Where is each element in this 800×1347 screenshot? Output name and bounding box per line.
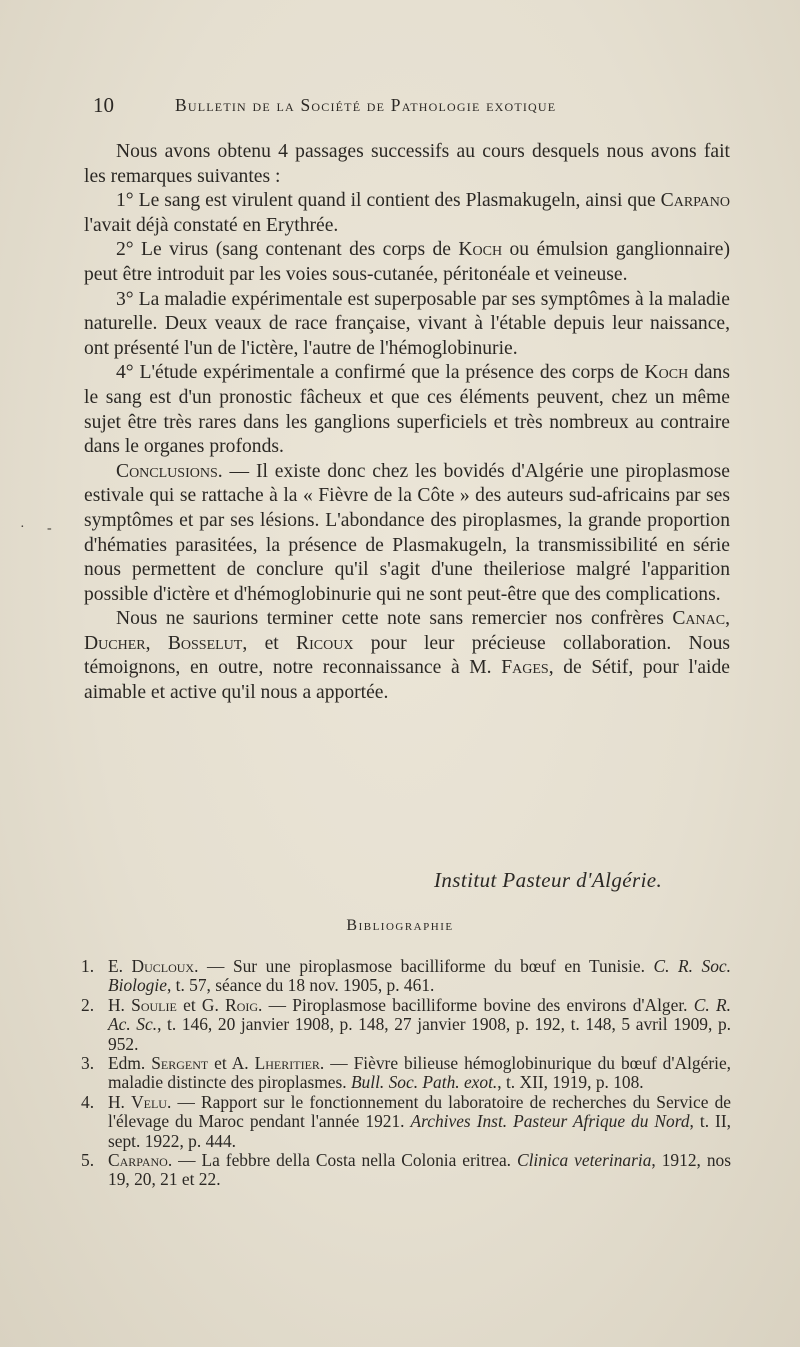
conclusions-label: Conclusions. <box>116 460 223 482</box>
bibliography-entry <box>81 1054 731 1093</box>
author-name: Canac <box>672 608 726 630</box>
author-name: Carpano <box>108 1150 168 1171</box>
author-name: Ducher <box>84 632 146 654</box>
author-name: Sergent <box>151 1053 209 1074</box>
journal-title: Clinica veterinaria <box>516 1150 652 1171</box>
author-name: Koch <box>644 362 689 384</box>
running-title: Bulletin de la Société de Pathologie exotique <box>175 95 557 115</box>
institution-signature: Institut Pasteur d'Algérie. <box>434 868 663 892</box>
journal-title: C. R. Ac. Sc. <box>108 994 731 1035</box>
entry-number: 1. <box>81 956 95 976</box>
author-name: Roig <box>225 994 259 1015</box>
entry-number: 2. <box>81 994 95 1015</box>
entry-number: 5. <box>81 1150 95 1171</box>
journal-title: C. R. Soc. Biologie <box>108 956 731 996</box>
entry-number: 4. <box>81 1091 95 1112</box>
journal-title: Archives Inst. Pasteur Afrique du Nord <box>410 1111 690 1132</box>
bibliography-heading: Bibliographie <box>346 917 454 934</box>
entry-text: Edm. Sergent et A. Lheritier. — Fièvre bilieuse hémoglobinurique du bœuf d'Algérie, maladie distincte des piroplasmes. Bull. Soc. Path. exot., t. XII, 1919, p. 108. <box>108 1053 732 1093</box>
margin-mark: - <box>47 521 52 536</box>
bibliography-entry <box>81 957 731 996</box>
paragraph-point-4: 4° L'étude expérimentale a confirmé que la présence des corps de Koch dans le sang est d'un pronostic fâcheux et que ces éléments peuvent, chez un même sujet être très rares dans les ganglions superficiels et très nombreux au contraire dans le organes profonds. <box>84 362 730 458</box>
bibliography-entry <box>81 996 731 1054</box>
entry-number: 3. <box>81 1053 95 1074</box>
author-name: Fages <box>501 657 549 679</box>
entry-text: H. Velu. — Rapport sur le fonctionnement du laboratoire de recherches du Service de l'élevage du Maroc pendant l'année 1921. Archives Inst. Pasteur Afrique du Nord, t. II, sept. 1922, p. 444. <box>108 1091 731 1151</box>
author-name: Ricoux <box>296 632 354 654</box>
margin-mark: · <box>20 520 25 535</box>
author-name: Soulie <box>131 994 177 1015</box>
paragraph-conclusions: Conclusions. — Il existe donc chez les bovidés d'Algérie une piroplasmose estivale qui se rattache à la « Fièvre de la Côte » des auteurs sud-africains par ses symptômes et par ses lésions. L'abondance des piroplasmes, la grande proportion d'hématies parasitées, la présence de Plasmakugeln, la transmissibilité en série nous permettent de conclure qu'il s'agit d'une theileriose malgré l'apparition possible d'ictère et d'hémoglobinurie qui ne sont peut-être que des complications. <box>84 460 730 605</box>
author-name: Lheritier <box>254 1053 320 1074</box>
page-number: 10 <box>93 93 114 117</box>
author-name: Carpano <box>660 190 730 212</box>
bibliography-entry <box>81 1151 731 1190</box>
journal-title: Bull. Soc. Path. exot. <box>350 1072 498 1093</box>
body-text <box>84 140 730 706</box>
author-name: Ducloux <box>131 956 195 976</box>
author-name: Bosselut <box>167 632 243 654</box>
bibliography-entry <box>81 1093 731 1151</box>
paragraph-acknowledgements: Nous ne saurions terminer cette note sans remercier nos confrères Canac, Ducher, Bosselut, et Ricoux pour leur précieuse collaboration. Nous témoignons, en outre, notre reconnaissance à M. Fages, de Sétif, pour l'aide aimable et active qu'il nous a apportée. <box>84 608 730 704</box>
page-header <box>93 93 693 123</box>
author-name: Koch <box>458 239 503 261</box>
entry-text: E. Ducloux. — Sur une piroplasmose bacilliforme du bœuf en Tunisie. C. R. Soc. Biologie, t. 57, séance du 18 nov. 1905, p. 461. <box>108 956 731 996</box>
paragraph-point-3: 3° La maladie expérimentale est superposable par ses symptômes à la maladie naturelle. Deux veaux de race française, vivant à l'étable depuis leur naissance, ont présenté l'un de l'ictère, l'autre de l'hémoglobinurie. <box>84 288 730 359</box>
paragraph-intro: Nous avons obtenu 4 passages successifs au cours desquels nous avons fait les remarques suivantes : <box>84 141 730 187</box>
entry-text: H. Soulie et G. Roig. — Piroplasmose bacilliforme bovine des environs d'Alger. C. R. Ac. Sc., t. 146, 20 janvier 1908, p. 148, 27 janvier 1908, p. 192, t. 148, 5 avril 1909, p. 952. <box>108 994 731 1054</box>
bibliography-list <box>81 957 731 1190</box>
paragraph-point-1: 1° Le sang est virulent quand il contient des Plasmakugeln, ainsi que Carpano l'avait déjà constaté en Erythrée. <box>84 190 730 236</box>
paragraph-point-2: 2° Le virus (sang contenant des corps de Koch ou émulsion ganglionnaire) peut être introduit par les voies sous-cutanée, péritonéale et veineuse. <box>84 239 730 285</box>
entry-text: Carpano. — La febbre della Costa nella Colonia eritrea. Clinica veterinaria, 1912, nos 19, 20, 21 et 22. <box>108 1150 731 1190</box>
author-name: Velu <box>131 1091 167 1112</box>
